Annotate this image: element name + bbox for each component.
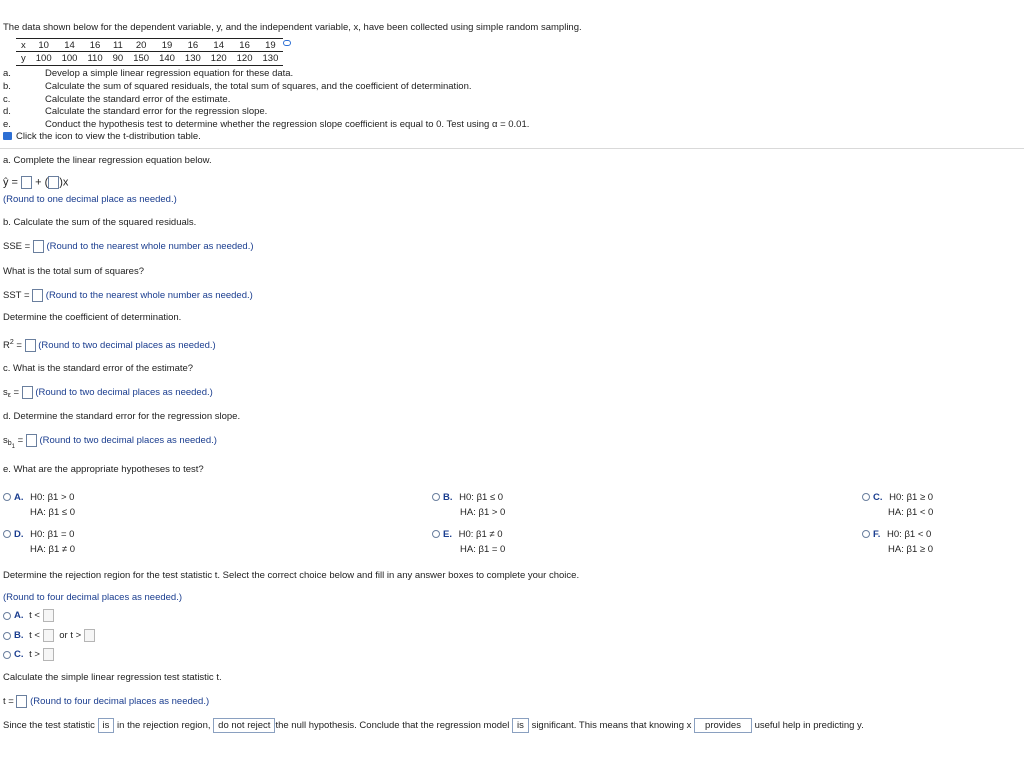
- rejection-option-b[interactable]: [3, 629, 95, 642]
- yhat-label: ŷ =: [3, 176, 18, 189]
- copy-data-icon[interactable]: [283, 40, 291, 46]
- upper-critical-value-input[interactable]: [84, 629, 95, 642]
- plus-sign: + (: [35, 176, 49, 189]
- table-cell: 130: [180, 52, 206, 66]
- r2-label: R: [3, 340, 10, 352]
- round-hint: (Round to four decimal places as needed.): [3, 592, 183, 603]
- table-cell: 16: [232, 39, 258, 52]
- sb1-input[interactable]: [26, 434, 37, 447]
- sb1-subscript-index: 1: [11, 444, 15, 451]
- table-cell: 100: [31, 52, 57, 66]
- conclusion-text: the null hypothesis. Conclude that the regression model: [275, 720, 510, 732]
- task-text: Conduct the hypothesis test to determine whether the regression slope coefficient is equal to 0. Test using α = 0.01.: [45, 119, 530, 130]
- part-b-title: b. Calculate the sum of the squared residuals.: [3, 217, 197, 228]
- option-letter: F.: [873, 529, 881, 540]
- option-letter: A.: [14, 492, 24, 503]
- sb1-row: [3, 434, 217, 450]
- reject-dropdown[interactable]: do not reject: [213, 718, 275, 733]
- se-row: [3, 386, 213, 399]
- radio-button[interactable]: [432, 530, 440, 538]
- alt-hypothesis: HA: β1 = 0: [460, 544, 506, 555]
- null-hypothesis: H0: β1 ≠ 0: [458, 529, 503, 540]
- regression-equation: [3, 176, 68, 189]
- table-cell: 14: [57, 39, 83, 52]
- part-a-title: a. Complete the linear regression equation below.: [3, 155, 212, 166]
- table-cell: 90: [108, 52, 129, 66]
- t-less-label: t <: [29, 610, 40, 622]
- table-cell: 120: [206, 52, 232, 66]
- radio-button[interactable]: [3, 632, 11, 640]
- round-hint: (Round to one decimal place as needed.): [3, 194, 177, 205]
- hypothesis-option-c[interactable]: [862, 492, 933, 503]
- alt-hypothesis: HA: β1 ≠ 0: [30, 544, 75, 555]
- table-cell: 120: [232, 52, 258, 66]
- provides-dropdown[interactable]: provides: [694, 718, 752, 733]
- radio-button[interactable]: [862, 493, 870, 501]
- table-cell: 110: [82, 52, 107, 66]
- t-row: [3, 695, 209, 708]
- task-letter: d.: [3, 106, 11, 117]
- task-letter: e.: [3, 119, 11, 130]
- x-term: )x: [59, 176, 69, 189]
- radio-button[interactable]: [3, 612, 11, 620]
- intercept-input[interactable]: [21, 176, 32, 189]
- se-subscript: ε: [7, 392, 11, 400]
- ttable-link[interactable]: [3, 131, 201, 142]
- radio-button[interactable]: [862, 530, 870, 538]
- se-input[interactable]: [22, 386, 33, 399]
- t-label: t =: [3, 696, 14, 708]
- equals-sign: =: [16, 340, 22, 352]
- r2-superscript: 2: [9, 339, 14, 347]
- conclusion-text: useful help in predicting y.: [754, 720, 864, 732]
- hypothesis-option-a[interactable]: [3, 492, 74, 503]
- table-row-y: [16, 52, 283, 66]
- lower-critical-value-input[interactable]: [43, 629, 54, 642]
- radio-button[interactable]: [3, 493, 11, 501]
- option-letter: C.: [873, 492, 883, 503]
- equals-sign: =: [13, 387, 20, 399]
- table-cell: 14: [206, 39, 232, 52]
- round-hint: (Round to the nearest whole number as needed.): [46, 241, 254, 253]
- alt-hypothesis: HA: β1 < 0: [888, 507, 934, 518]
- table-cell: 100: [57, 52, 83, 66]
- round-hint: (Round to four decimal places as needed.): [30, 696, 210, 708]
- option-letter: E.: [443, 529, 452, 540]
- hypothesis-option-f[interactable]: [862, 529, 931, 540]
- round-hint: (Round to two decimal places as needed.): [39, 435, 217, 447]
- radio-button[interactable]: [3, 651, 11, 659]
- table-cell: 11: [108, 39, 129, 52]
- problem-intro: The data shown below for the dependent variable, y, and the independent variable, x, have been collected using simple random sampling.: [3, 22, 582, 33]
- model-significance-dropdown[interactable]: is: [512, 718, 529, 733]
- rejection-option-a[interactable]: [3, 609, 54, 622]
- table-row-x: [16, 39, 283, 52]
- task-letter: c.: [3, 94, 11, 105]
- option-letter: B.: [443, 492, 453, 503]
- sb1-subscript: b: [7, 440, 12, 448]
- table-cell: 20: [128, 39, 154, 52]
- radio-button[interactable]: [3, 530, 11, 538]
- task-text: Calculate the standard error of the estimate.: [45, 94, 231, 105]
- option-letter: A.: [14, 610, 24, 622]
- sst-question: What is the total sum of squares?: [3, 266, 144, 277]
- task-text: Calculate the sum of squared residuals, the total sum of squares, and the coefficient of determination.: [45, 81, 472, 92]
- part-d-title: d. Determine the standard error for the regression slope.: [3, 411, 241, 422]
- se-label: s: [3, 387, 8, 399]
- round-hint: (Round to two decimal places as needed.): [35, 387, 213, 399]
- task-letter: a.: [3, 68, 11, 79]
- critical-value-input[interactable]: [43, 648, 54, 661]
- sst-input[interactable]: [32, 289, 43, 302]
- or-t-greater-label: or t >: [59, 630, 82, 642]
- sst-row: [3, 289, 253, 302]
- null-hypothesis: H0: β1 > 0: [30, 492, 75, 503]
- sb1-label: s: [3, 435, 8, 447]
- t-less-label: t <: [29, 630, 40, 642]
- is-is-not-dropdown[interactable]: is: [98, 718, 115, 733]
- task-letter: b.: [3, 81, 11, 92]
- table-cell: 150: [128, 52, 154, 66]
- sse-input[interactable]: [33, 240, 44, 253]
- hypothesis-option-b[interactable]: [432, 492, 503, 503]
- table-cell: 140: [154, 52, 180, 66]
- part-c-title: c. What is the standard error of the estimate?: [3, 363, 194, 374]
- null-hypothesis: H0: β1 ≥ 0: [889, 492, 934, 503]
- rejection-option-c[interactable]: [3, 648, 54, 661]
- alt-hypothesis: HA: β1 ≤ 0: [30, 507, 75, 518]
- conclusion-text: Since the test statistic: [3, 720, 95, 732]
- option-letter: D.: [14, 529, 24, 540]
- alt-hypothesis: HA: β1 ≥ 0: [888, 544, 933, 555]
- null-hypothesis: H0: β1 = 0: [30, 529, 75, 540]
- radio-button[interactable]: [432, 493, 440, 501]
- sst-label: SST =: [3, 290, 30, 302]
- data-table: [16, 38, 283, 66]
- hypothesis-option-d[interactable]: [3, 529, 74, 540]
- t-greater-label: t >: [29, 649, 40, 661]
- task-text: Calculate the standard error for the regression slope.: [45, 106, 268, 117]
- conclusion-text: in the rejection region,: [117, 720, 211, 732]
- slope-input[interactable]: [48, 176, 59, 189]
- r2-question: Determine the coefficient of determination.: [3, 312, 182, 323]
- critical-value-input[interactable]: [43, 609, 54, 622]
- r2-row: [3, 339, 216, 352]
- y-label: y: [16, 52, 31, 66]
- t-question: Calculate the simple linear regression test statistic t.: [3, 672, 222, 683]
- sse-row: [3, 240, 254, 253]
- conclusion-sentence: [3, 718, 864, 733]
- r2-input[interactable]: [25, 339, 36, 352]
- round-hint: (Round to the nearest whole number as needed.): [45, 290, 253, 302]
- table-cell: 130: [258, 52, 284, 66]
- book-icon[interactable]: [3, 132, 12, 140]
- alt-hypothesis: HA: β1 > 0: [460, 507, 506, 518]
- null-hypothesis: H0: β1 ≤ 0: [459, 492, 504, 503]
- table-cell: 19: [154, 39, 180, 52]
- ttable-link-text[interactable]: Click the icon to view the t-distribution table.: [16, 131, 201, 142]
- task-text: Develop a simple linear regression equation for these data.: [45, 68, 294, 79]
- hypothesis-option-e[interactable]: [432, 529, 503, 540]
- x-label: x: [16, 39, 31, 52]
- null-hypothesis: H0: β1 < 0: [887, 529, 932, 540]
- part-e-title: e. What are the appropriate hypotheses to test?: [3, 464, 204, 475]
- round-hint: (Round to two decimal places as needed.): [38, 340, 216, 352]
- table-cell: 10: [31, 39, 57, 52]
- option-letter: C.: [14, 649, 24, 661]
- conclusion-text: significant. This means that knowing x: [531, 720, 692, 732]
- table-cell: 19: [258, 39, 284, 52]
- rejection-question: Determine the rejection region for the test statistic t. Select the correct choice below and fill in any answer boxes to complete your choice.: [3, 570, 580, 581]
- table-cell: 16: [82, 39, 107, 52]
- table-cell: 16: [180, 39, 206, 52]
- equals-sign: =: [17, 435, 24, 447]
- t-statistic-input[interactable]: [16, 695, 27, 708]
- sse-label: SSE =: [3, 241, 31, 253]
- option-letter: B.: [14, 630, 24, 642]
